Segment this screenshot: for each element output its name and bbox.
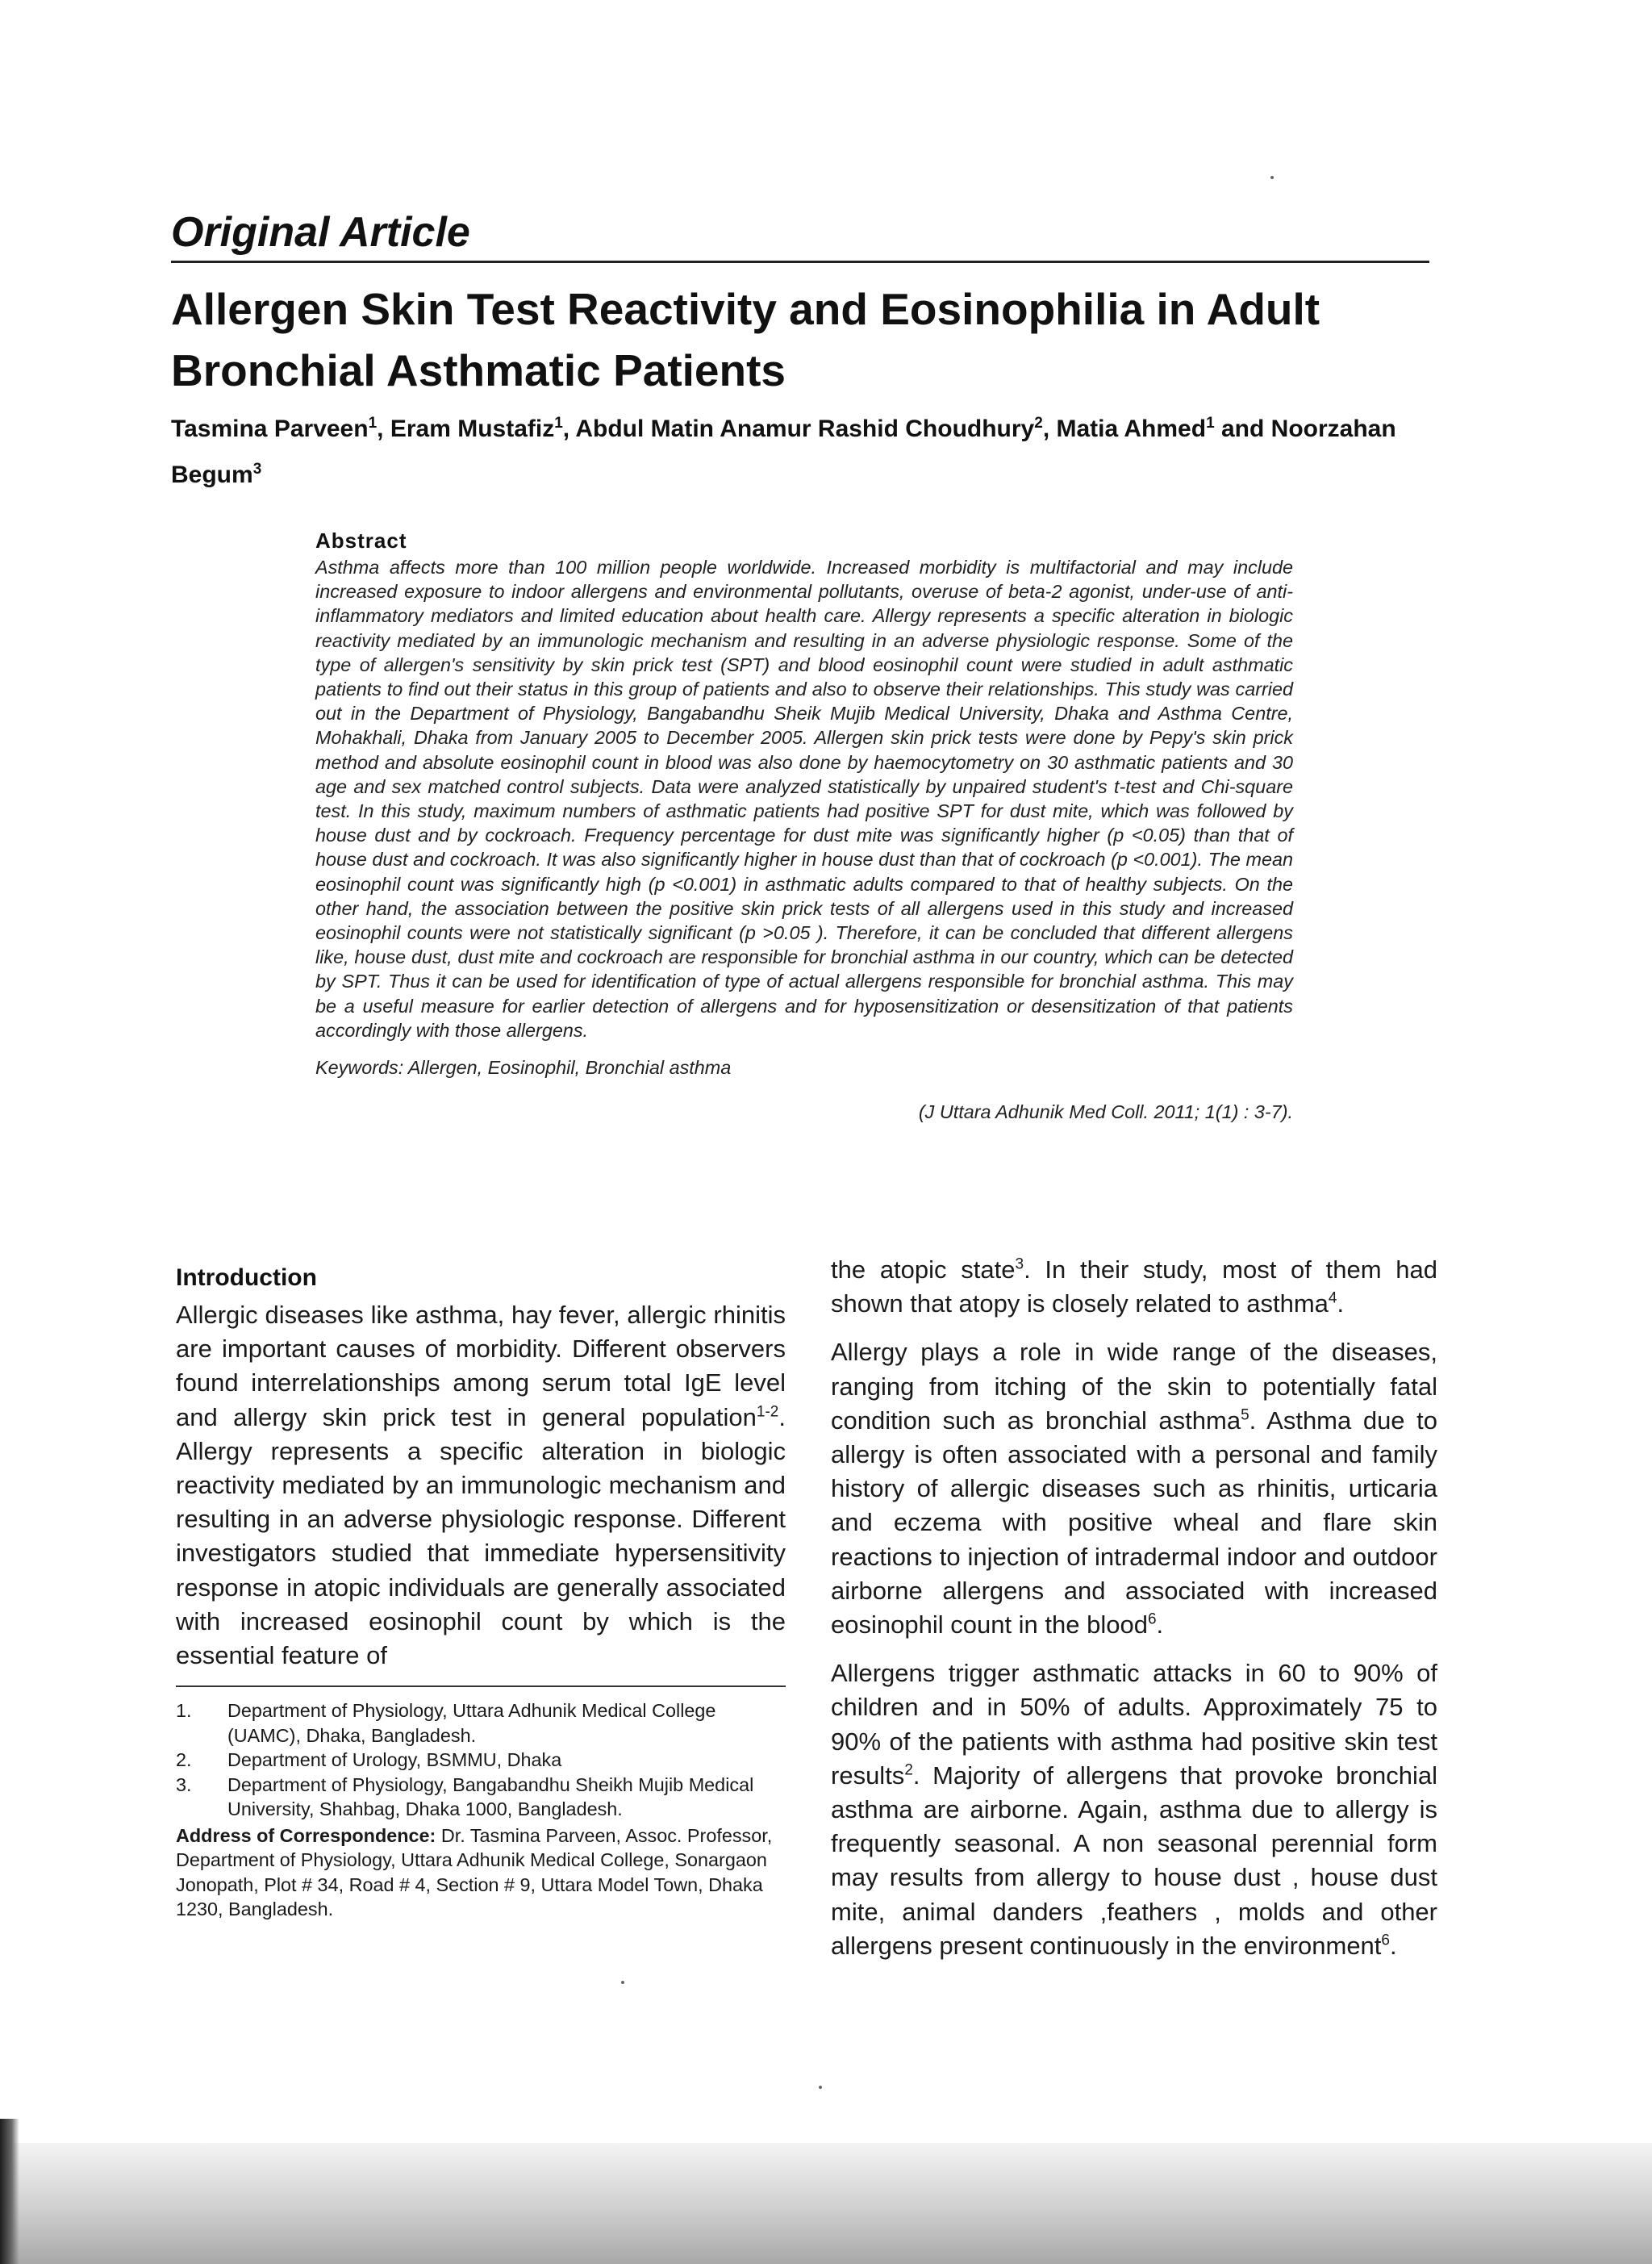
footnote-item: 2. Department of Urology, BSMMU, Dhaka: [176, 1749, 562, 1771]
left-column: [176, 1261, 786, 1922]
right-column: [831, 1253, 1437, 1978]
scan-speck: [621, 1981, 624, 1984]
abstract-text: Asthma affects more than 100 million people worldwide. Increased morbidity is multifactorial and may include increased exposure to indoor allergens and environmental pollutants, overuse of beta-2 agonist, under-use of anti-inflammatory mediators and limited education about health care. Allergy represents a specific alteration in biologic reactivity mediated by an immunologic mechanism and resulting in an adverse physiologic response. Some of the type of allergen's sensitivity by skin prick test (SPT) and blood eosinophil count were studied in adult asthmatic patients to find out their status in this group of patients and also to observe their relationships. This study was carried out in the Department of Physiology, Bangabandhu Sheik Mujib Medical University, Dhaka and Asthma Centre, Mohakhali, Dhaka from January 2005 to December 2005. Allergen skin prick tests were done by Pepy's skin prick method and absolute eosinophil count in blood was also done by haemocytometry on 30 asthmatic patients and 30 age and sex matched control subjects. Data were analyzed statistically by unpaired student's t-test and Chi-square test. In this study, maximum numbers of asthmatic patients had positive SPT for dust mite, which was followed by house dust and by cockroach. Frequency percentage for dust mite was significantly higher (p <0.05) than that of house dust and cockroach. It was also significantly higher in house dust than that of cockroach (p <0.001). The mean eosinophil count was significantly high (p <0.001) in asthmatic adults compared to that of healthy subjects. On the other hand, the association between the positive skin prick tests of all allergens used in this study and increased eosinophil counts were not statistically significant (p >0.05 ). Therefore, it can be concluded that different allergens like, house dust, dust mite and cockroach are responsible for bronchial asthma in our country, which can be detected by SPT. Thus it can be used for identification of type of actual allergens responsible for bronchial asthma. This may be a useful measure for earlier detection of allergens and for hyposensitization or desensitization of that patients accordingly with those allergens.: [315, 557, 1293, 1041]
keywords: Keywords: Allergen, Eosinophil, Bronchial asthma: [315, 1057, 732, 1079]
intro-paragraph-1-continued: the atopic state$^3$. In their study, most of them had shown that atopy is closely related to asthma$^4$.: [831, 1255, 1438, 1318]
abstract-section: [315, 528, 1293, 1123]
section-label: Original Article: [171, 209, 470, 256]
introduction-heading: Introduction: [176, 1264, 317, 1291]
author-name: Eram Mustafiz: [390, 416, 555, 442]
author-affiliation: 3: [252, 461, 262, 478]
author-affiliation: 1: [554, 415, 563, 432]
correspondence-address: Address of Correspondence: Dr. Tasmina Parveen, Assoc. Professor, Department of Physiology, Uttara Adhunik Medical College, Sonargaon Jonopath, Plot # 34, Road # 4, Section # 9, Uttara Model Town, Dhaka 1230, Bangladesh.: [176, 1824, 773, 1920]
scan-edge: [0, 2119, 19, 2264]
author-name: Abdul Matin Anamur Rashid Choudhury: [575, 416, 1035, 442]
footnote-item: 1. Department of Physiology, Uttara Adhunik Medical College (UAMC), Dhaka, Bangladesh.: [176, 1700, 716, 1746]
author-affiliation: 1: [368, 415, 378, 432]
abstract-heading: Abstract: [315, 528, 407, 553]
author-name: Matia Ahmed: [1056, 416, 1207, 442]
author-name: Tasmina Parveen: [171, 416, 369, 442]
footnote-item: 3. Department of Physiology, Bangabandhu Sheikh Mujib Medical University, Shahbag, Dhaka 1000, Bangladesh.: [176, 1773, 754, 1820]
intro-paragraph-3: Allergens trigger asthmatic attacks in 60 to 90% of children and in 50% of adults. Approximately 75 to 90% of the patients with asthma had positive skin test results$^2$. Majority of allergens that provoke bronchial asthma are airborne. Again, asthma due to allergy is frequently seasonal. A non seasonal perennial form may results from allergy to house dust , house dust mite, animal danders ,feathers , molds and other allergens present continuously in the environment$^6$.: [831, 1659, 1437, 1960]
scan-speck: [819, 2086, 822, 2089]
author-affiliation: 2: [1034, 415, 1043, 432]
author-affiliation: 1: [1206, 415, 1215, 432]
intro-paragraph-1: Allergic diseases like asthma, hay fever, allergic rhinitis are important causes of morbidity. Different observers found interrelationships among serum total IgE level and allergy skin prick test in general population$^{1-2}$. Allergy represents a specific alteration in biologic reactivity mediated by an immunologic mechanism and resulting in an adverse physiologic response. Different investigators studied that immediate hypersensitivity response in atopic individuals are generally associated with increased eosinophil count by which is the essential feature of: [176, 1301, 786, 1670]
footnote-rule: [176, 1685, 786, 1687]
scan-shadow: [0, 2143, 1652, 2264]
journal-citation: (J Uttara Adhunik Med Coll. 2011; 1(1) : 3-7).: [918, 1101, 1293, 1123]
intro-paragraph-2: Allergy plays a role in wide range of the diseases, ranging from itching of the skin to potentially fatal condition such as bronchial asthma$^5$. Asthma due to allergy is often associated with a personal and family history of allergic diseases such as rhinitis, urticaria and eczema with positive wheal and flare skin reactions to injection of intradermal indoor and outdoor airborne allergens and associated with increased eosinophil count in the blood$^6$.: [831, 1338, 1437, 1640]
author-list: Tasmina Parveen$^1$, Eram Mustafiz$^1$, Abdul Matin Anamur Rashid Choudhury$^2$, Matia Ahmed$^1$ and Noorzahan Begum$^3$: [171, 415, 1396, 488]
header-rule: [171, 261, 1429, 263]
article-title: Allergen Skin Test Reactivity and Eosinophilia in Adult Bronchial Asthmatic Patients: [171, 284, 1320, 395]
author-name: Noorzahan Begum: [171, 416, 1396, 488]
scan-speck: [1270, 176, 1274, 179]
